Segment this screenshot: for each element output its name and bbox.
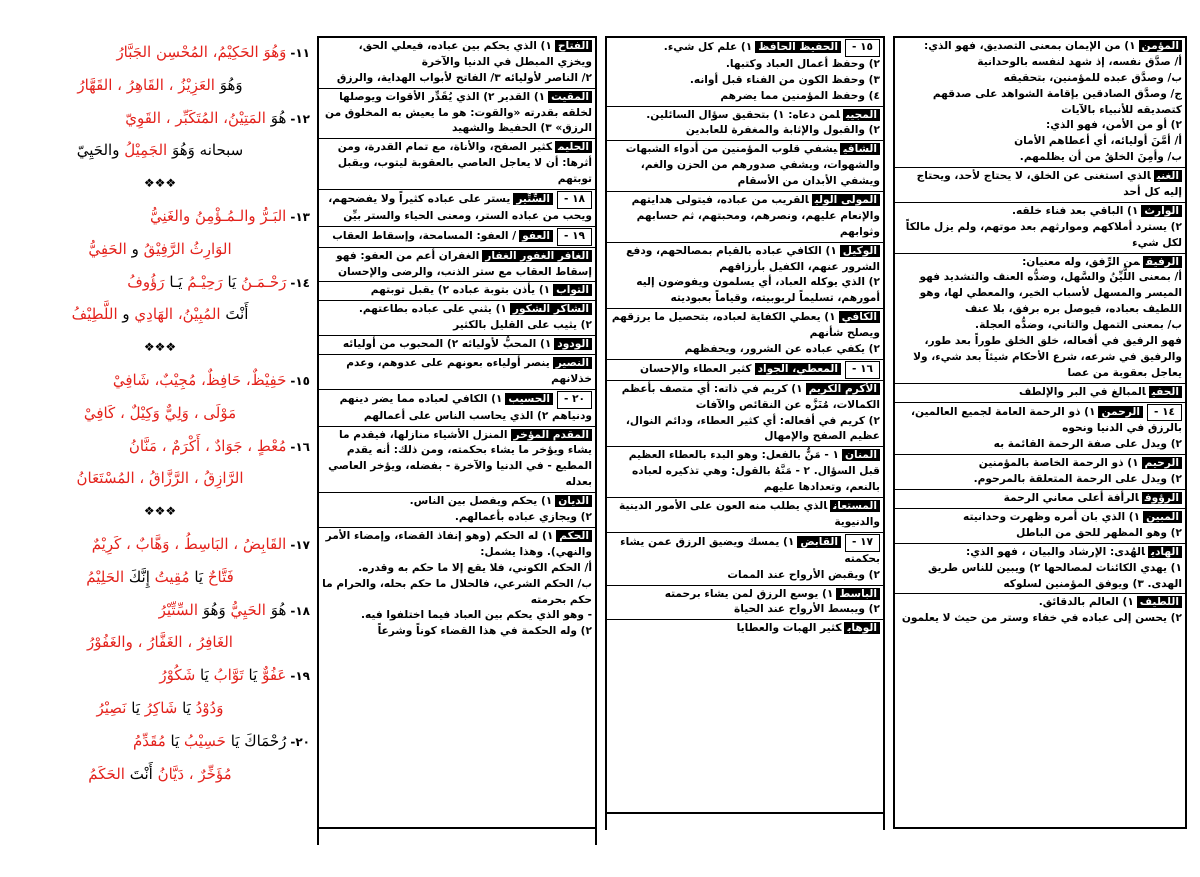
- name-entry: [319, 427, 595, 494]
- entry-line: أ/ بمعنى اللَّيِّنُ والسَّهل، وضدُّه العنف والتشديد فهو الميسر والمسهل لأسباب الخير، والمعطي لها، وهو اللطيف بعباده، فيوصل بره برفق، بلا عنف: [919, 271, 1182, 316]
- divine-name: الحَلِيْمُ: [86, 567, 125, 586]
- name-entry: [319, 301, 595, 336]
- poem-line: [10, 200, 310, 233]
- divine-name: وَدُوْدُ: [190, 698, 224, 717]
- entry-line: ٣) وحفظ الكون من الفناء قبل أوانه.: [689, 73, 880, 86]
- name-label: الحسيب: [505, 393, 553, 405]
- name-entry: [607, 498, 883, 533]
- divine-name: الوَارِثُ الرَّفِيْقُ: [138, 239, 232, 258]
- name-entry: [895, 544, 1185, 595]
- poem-line: [10, 134, 310, 167]
- divine-name: رَحْـمَـنُ: [236, 272, 287, 291]
- entry-line: ٢) ويبسط الأرواح عند الحياة: [733, 603, 880, 616]
- divine-name: مُعْطٍ ، جَوَادٌ ، أَكْرَمٌ ، مَنَّانُ: [128, 436, 287, 455]
- name-label: الأكرم الكريم: [806, 383, 880, 395]
- divine-name: مَوْلَى ، وَلِيٌّ وَكِيْلٌ ، كَافِيْ: [83, 403, 237, 422]
- name-entry: [895, 384, 1185, 403]
- name-entry: [895, 203, 1185, 254]
- name-entry: [895, 254, 1185, 384]
- divine-name: وَهُوَ الحَكِيْمُ، المُحْسِن الجَبَّارُ: [116, 43, 287, 61]
- entry-line: ج/ وصدَّق الصادقين بإقامة الشواهد على صدقهم كتصديقه للأنبياء بالآيات: [932, 87, 1182, 116]
- entry-line: ٢) ويجازي عباده بأعمالهم.: [454, 511, 592, 524]
- name-entry: [319, 355, 595, 390]
- divine-name: البَـرُّ والـمُـؤْمِنُ والغَنِيُّ: [149, 206, 287, 225]
- section-number-box: ١٤ -: [1147, 404, 1182, 422]
- entry-line: ب/ وأمِنَ الخلقُ من أن يظلمهم.: [1019, 151, 1182, 164]
- verse-text: يَا: [126, 698, 141, 717]
- verse-number: ١٦-: [290, 439, 310, 454]
- divine-name: الحَكَمُ: [88, 764, 125, 783]
- verse-text: رُحْمَاكَ: [239, 731, 287, 750]
- entry-text: / العفو: المسامحة، وإسقاط العقاب: [332, 229, 517, 242]
- entry-text: الهُدى: الإرشاد والبيان ، فهو الذي:: [965, 545, 1145, 558]
- entry-text: ١) يثني على عباده بطاعتهم.: [358, 303, 507, 316]
- name-label: الهادي: [1148, 546, 1182, 558]
- section-number-box: ٢٠ -: [557, 391, 592, 409]
- entry-text: الذي استغنى عن الخلق، لا يحتاج لأحد، ويحتاج إليه كل أحد: [916, 170, 1182, 199]
- name-label: الوهاب: [844, 622, 880, 634]
- verse-text: هُوَ: [265, 108, 287, 127]
- entry-text: ١) الكافي لعباده مما يضر دينهم ودنياهم ٢) الذي يحاسب الناس على أعمالهم: [339, 392, 592, 422]
- verse-text: وَهُوَ: [214, 75, 243, 94]
- entry-text: كثير الصفح، والأناة، مع تمام القدرة، ومن أثرها: أن لا يعاجل العاصي بالعقوبة ليتوب، ويقبل توبتهم: [337, 141, 592, 186]
- entry-text: ١) يأذن بتوبة عباده ٢) يقبل توبتهم: [370, 284, 551, 297]
- name-label: المستعان: [830, 500, 880, 512]
- poem-line: [10, 430, 310, 463]
- poem-line: [10, 594, 310, 627]
- poem-line: [10, 69, 310, 102]
- name-entry: [319, 190, 595, 227]
- divine-name: المَتِيْنُ، المُتَكَبِّر ، القَوِيّ: [125, 108, 266, 127]
- divine-name: الحَيِيُّ: [230, 600, 266, 619]
- section-number-box: ١٦ -: [845, 361, 880, 379]
- column-footer: [605, 814, 885, 830]
- name-label: الغني: [1154, 170, 1182, 182]
- poem-line: [10, 462, 310, 495]
- entry-line: ٢/ الناصر لأوليائه ٣/ الفاتح لأبواب الهداية، والرزق: [336, 71, 592, 84]
- divine-name: مُقَدِّمُ: [132, 731, 166, 750]
- name-label: المولى الولي: [812, 194, 880, 206]
- divine-name: والغَفُوْرُ: [87, 633, 133, 652]
- entry-text: ١) الذي يحكم بين عباده، فيعلي الحق، ويخزي المبطل في الدنيا والآخرة: [358, 40, 592, 68]
- divine-name: رَؤُوفُ: [127, 272, 165, 291]
- divine-name: العَزِيْزُ ، القَاهِرُ ، القَهَّارُ: [77, 75, 215, 94]
- entry-line: ٢) الذي يوكله العباد، أي يسلمون ويفوضون إليه أمورهم، تسليماً لربوبيته، وقياماً بعبوديته: [636, 276, 880, 305]
- divine-name: حَسِيْبُ: [179, 731, 226, 750]
- divine-name: حَفِيْظٌ، حَافِظٌ، مُجِيْبٌ، شَافِيْ: [112, 370, 287, 389]
- entry-line: ٢) أو من الأمن، فهو الذي:: [1046, 119, 1182, 132]
- entry-line: ب/ وصدَّق عبده للمؤمنين، بتحقيقه: [1003, 71, 1182, 84]
- verse-text: يَا: [165, 731, 180, 750]
- explanation-column-left: [317, 36, 597, 829]
- verse-text: و: [117, 305, 130, 324]
- entry-text: ١) الذي بان أمره وظهرت وحدانيته: [963, 510, 1141, 523]
- name-entry: [607, 620, 883, 638]
- name-entry: [319, 282, 595, 301]
- entry-text: ١) علم كل شيء.: [663, 41, 753, 53]
- name-entry: [607, 309, 883, 360]
- entry-line: أ/ الحكم الكوني، فلا يقع إلا ما حكم به وقدره.: [358, 561, 592, 574]
- entry-line: أ/ صدَّق نفسه، إذ شهد لنفسه بالوحدانية: [977, 55, 1182, 68]
- entry-text: ١) ذو الرحمة الخاصة بالمؤمنين: [978, 457, 1139, 470]
- section-number-box: ١٩ -: [557, 228, 592, 246]
- verse-text: سبحانه وَهُوَ: [167, 141, 244, 160]
- name-label: الرؤوف: [1142, 492, 1182, 504]
- entry-text: ١ - مَنٌّ بالفعل: وهو البدء بالعطاء العظيم قبل السؤال. ٢ - مَنَّهُ بالقول: وهي تذكيره لعباده بالنعم، وتعدادها عليهم: [628, 449, 880, 494]
- entry-text: ١) كريم في ذاته: أي متصف بأعظم الكمالات، مُنَزَّه عن النقائص والآفات: [621, 382, 880, 411]
- verse-number: ٢٠-: [290, 734, 310, 749]
- stars-divider: ❖❖❖: [143, 504, 177, 519]
- verse-text: أَنْتَ: [124, 764, 153, 783]
- divine-name: الجَمِيْلُ: [124, 141, 168, 160]
- name-entry: [607, 192, 883, 243]
- name-label: الحفيظ الحافظ: [755, 41, 841, 53]
- entry-text: المبالغ في البر والإلطف: [1018, 385, 1146, 398]
- name-entry: [607, 107, 883, 142]
- name-entry: [319, 89, 595, 140]
- name-entry: [895, 490, 1185, 509]
- entry-line: ٢) يثيب على القليل بالكثير: [453, 319, 592, 332]
- verse-number: ١١-: [290, 46, 310, 60]
- poem-line: [10, 102, 310, 135]
- name-label: العفو: [519, 230, 553, 242]
- poem-line: [10, 561, 310, 594]
- name-entry: [895, 594, 1185, 628]
- divine-name: نَصِيْرُ: [96, 698, 127, 717]
- name-label: الرحيم: [1142, 457, 1182, 469]
- entry-line: فهو الرفيق في أفعاله، خلق الخلق طوراً بعد طور، والرفيق في شرعه، شرع الأحكام شيئاً بعد شيء، ولا يعاجل بعقوبة من عصا: [913, 335, 1182, 379]
- verse-number: ١٧-: [290, 537, 310, 552]
- explanation-column-middle: [605, 36, 885, 814]
- entry-line: ب/ الحكم الشرعي، فالحلال ما حكم بحله، والحرام ما حكم بحرمته: [322, 577, 592, 606]
- entry-line: ١) يهدي الكائنات لمصالحها ٢) ويبين للناس طريق الهدى. ٣) ويوفق المؤمنين لسلوكه: [927, 561, 1182, 590]
- entry-text: القريب من عباده، فيتولى هدايتهم والإنعام عليهم، ونصرهم، ومحبتهم، ثم حسابهم وثوابهم: [631, 194, 880, 238]
- entry-text: ١) يمسك ويضيق الرزق عمن يشاء بحكمته: [620, 535, 880, 565]
- poem-line: [10, 298, 310, 331]
- divine-name: السِّتِّيْرُ: [158, 600, 199, 619]
- explanation-column-right: [893, 36, 1187, 829]
- poem-line: [10, 397, 310, 430]
- name-entry: [319, 38, 595, 89]
- column-footer: [317, 829, 597, 845]
- name-entry: [895, 168, 1185, 203]
- verse-text: يَـا: [164, 272, 183, 291]
- name-label: الباسط: [836, 588, 880, 600]
- name-label: الوكيل: [840, 245, 880, 257]
- name-label: المجيب: [843, 109, 880, 121]
- name-label: الديان: [555, 495, 592, 507]
- poem-line: [10, 659, 310, 692]
- name-entry: [319, 139, 595, 190]
- poem-line: [10, 626, 310, 659]
- divine-name: مُؤَخِّرٌ ، دَيَّانُ: [152, 764, 232, 783]
- name-entry: [319, 248, 595, 283]
- stars-divider: ❖❖❖: [143, 176, 177, 191]
- verse-text: يَا: [177, 698, 191, 717]
- name-entry: [895, 455, 1185, 490]
- poem-line: [10, 233, 310, 266]
- name-entry: [319, 528, 595, 641]
- name-entry: [895, 403, 1185, 456]
- verse-text: يَا: [243, 666, 258, 685]
- entry-line: ٢) وحفظ أعمال العباد وكتبها.: [725, 57, 880, 70]
- entry-line: ٢) ويدل على صفة الرحمة القائمة به: [993, 438, 1182, 451]
- name-entry: [319, 493, 595, 528]
- verse-text: يَا: [225, 731, 240, 750]
- name-entry: [895, 38, 1185, 168]
- entry-text: ١) من الإيمان بمعنى التصديق، فهو الذي:: [924, 40, 1136, 52]
- name-entry: [895, 509, 1185, 544]
- poem-line: [10, 725, 310, 758]
- name-label: المعطي، الجواد: [755, 363, 841, 375]
- verse-number: ١٩-: [290, 669, 310, 684]
- name-entry: [607, 360, 883, 381]
- entry-line: ٤) وحفظ المؤمنين مما يضرهم: [720, 89, 880, 102]
- divine-name: فَتَّاحٌ: [203, 567, 234, 586]
- name-label: الحليم: [555, 141, 592, 153]
- verse-text: يَا: [189, 567, 204, 586]
- verse-text: وَهُوَ: [198, 600, 231, 619]
- name-label: الحفي: [1149, 386, 1182, 398]
- entry-line: ب/ بمعنى التمهل والتاني، وضدُّه العجلة.: [975, 319, 1182, 332]
- divine-name: تَوَّابُ: [208, 666, 244, 685]
- section-number-box: ١٧ -: [845, 534, 880, 552]
- name-label: المؤمن: [1139, 40, 1182, 52]
- name-label: الشافي: [840, 143, 880, 155]
- entry-text: من الرِّفق، وله معنيان:: [1022, 255, 1140, 268]
- section-number-box: ١٨ -: [557, 191, 592, 209]
- entry-text: يستر على عباده كثيراً ولا يفضحهم، ويحب من عباده الستر، ومعنى الحياء والستر بيِّن: [328, 193, 592, 222]
- name-label: المقدم المؤخر: [511, 429, 593, 441]
- name-entry: [319, 336, 595, 355]
- poem-line: [10, 36, 310, 69]
- divine-name: عَفُوٌّ: [257, 666, 287, 685]
- entry-text: المنزل الأشياء منازلها، فيقدم ما يشاء ويؤخر ما يشاء بحكمته، ومن ذلك: أنه يقدم المطيع - في الدنيا والآخرة - بفضله، ويؤخر العاصي بعدله: [328, 428, 592, 489]
- entry-line: ٢) ويقبض الأرواح عند الممات: [727, 568, 880, 581]
- verse-number: ١٣-: [290, 209, 310, 224]
- divine-name: الحَفِيُّ: [88, 239, 127, 258]
- name-label: الحكم: [556, 530, 592, 542]
- verse-text: يَا: [195, 666, 209, 685]
- entry-text: ١) العالم بالدقائق.: [1038, 596, 1134, 609]
- entry-text: ١) يعطي الكفاية لعباده، بتحصيل ما يرزقهم ويصلح شأنهم: [611, 311, 880, 340]
- name-label: القابض: [797, 536, 841, 548]
- name-label: المبين: [1143, 511, 1182, 523]
- name-label: التواب: [553, 284, 592, 296]
- name-label: الودود: [554, 338, 592, 350]
- name-label: الوارث: [1141, 205, 1182, 217]
- entry-text: يشفي قلوب المؤمنين من أدواء الشبهات والشهوات، ويشفي صدورهم من الحزن والغم، ويشفي الأبدان من الأسقام: [625, 143, 880, 188]
- entry-line: ٢) يسترد أملاكهم وموارثهم بعد موتهم، ولم يزل مالكاً لكل شيء: [905, 220, 1182, 249]
- name-entry: [607, 381, 883, 448]
- name-entry: [607, 586, 883, 621]
- entry-text: ١) ذو الرحمة العامة لجميع العالمين، بالرزق في الدنيا ونحوه: [910, 405, 1182, 435]
- name-entry: [607, 38, 883, 107]
- poem-line: [10, 266, 310, 299]
- divine-name: رَحِيْـمُ: [182, 272, 223, 291]
- verse-text: هُوَ: [265, 600, 287, 619]
- verse-number: ١٤-: [290, 275, 310, 290]
- name-entry: [319, 390, 595, 427]
- name-label: اللطيف: [1137, 596, 1182, 608]
- divine-name: القَابِضُ ، البَاسِطُ ، وَهَّابٌ ، كَرِيْمٌ: [91, 534, 287, 553]
- entry-text: كثير الهبات والعطايا: [736, 622, 842, 635]
- entry-text: ١) المحبُّ لأوليائه ٢) المحبوب من أوليائه: [342, 338, 552, 351]
- entry-text: ١) الكافي عباده بالقيام بمصالحهم، ودفع الشرور عنهم، الكفيل بأرزاقهم: [626, 244, 880, 273]
- name-entry: [319, 227, 595, 248]
- name-label: الغافر الغفور الغفار: [482, 250, 592, 262]
- verse-text: إِنَّكَ: [124, 567, 150, 586]
- verse-text: يَا: [222, 272, 237, 291]
- poem-line: [10, 758, 310, 791]
- name-label: الشاكر الشكور: [510, 303, 592, 315]
- name-label: النصير: [553, 357, 592, 369]
- entry-text: لمن دعاه: ١) بتحقيق سؤال السائلين.: [646, 108, 840, 121]
- name-label: المقيت: [548, 91, 592, 103]
- name-entry: [607, 243, 883, 310]
- entry-text: ١) له الحكم (وهو إنفاذ القضاء، وإمضاء الأمر والنهي). وهذا يشمل:: [325, 529, 592, 558]
- verse-text: والحَيِيّ: [76, 141, 125, 160]
- name-label: الرحمن: [1098, 406, 1142, 418]
- entry-text: كثير العطاء والإحسان: [639, 362, 752, 375]
- name-label: الفتاح: [555, 40, 592, 52]
- entry-line: ٢) وله الحكمة في هذا القضاء كوناً وشرعاً: [377, 625, 592, 638]
- name-label: الكافي: [839, 311, 880, 323]
- entry-line: - وهو الذي يحكم بين العباد فيما اختلفوا فيه.: [360, 609, 592, 622]
- poem-line: [10, 364, 310, 397]
- entry-text: ١) القدير ٢) الذي يُقَدِّر الأقوات ويوصلها لخلقه بقدرته «والقوت: هو ما يعيش به المخلوق من الرزق» ٣) الحفيظ والشهيد: [325, 90, 592, 135]
- section-number-box: ١٥ -: [845, 39, 880, 57]
- poem-line: [10, 692, 310, 725]
- entry-line: ٢) يكفي عباده عن الشرور، ويحفظهم: [684, 343, 880, 356]
- poem-line: [10, 528, 310, 561]
- entry-line: ٢) والقبول والإثابة والمغفرة للعابدين: [685, 124, 880, 137]
- entry-text: الذي يطلب منه العون على الأمور الدينية والدنيوية: [619, 500, 880, 528]
- name-label: الرفيق: [1143, 256, 1182, 268]
- divine-name: شَاكِرُ: [140, 698, 178, 717]
- name-label: السِّتِّير: [513, 193, 553, 205]
- verse-text: أَنْتَ: [220, 305, 249, 324]
- verse-number: ١٥-: [290, 373, 310, 388]
- divine-name: اللَّطِيْفُ: [71, 305, 118, 324]
- entry-text: الغفران أعم من العفو: فهو إسقاط العقاب مع ستر الذنب، والرضى والإحسان: [336, 249, 592, 278]
- name-entry: [607, 447, 883, 498]
- entry-text: الرأفة أعلى معاني الرحمة: [1003, 492, 1139, 505]
- poem-column: [10, 36, 310, 790]
- name-entry: [607, 533, 883, 586]
- divine-name: الغَافِرُ ، الغَفَّارُ ،: [132, 633, 233, 652]
- entry-text: ١) يحكم ويفصل بين الناس.: [409, 495, 553, 508]
- entry-line: ٢) ويدل على الرحمة المتعلقة بالمرحوم.: [973, 473, 1182, 486]
- entry-line: ٢) يحسن إلى عباده في خفاء وستر من حيث لا يعلمون: [901, 612, 1182, 625]
- entry-text: ١) الباقي بعد فناء خلقه.: [1011, 204, 1139, 217]
- name-entry: [607, 141, 883, 192]
- divine-name: شَكُوْرُ: [159, 666, 196, 685]
- entry-line: ٢) وهو المظهر للحق من الباطل: [1016, 526, 1182, 539]
- divine-name: المُبِيْنُ، الهَادِي: [129, 305, 221, 324]
- entry-line: ٢) كريم في أفعاله: أي كثير العطاء، ودائم النوال، عظيم الصفح والإمهال: [625, 414, 880, 443]
- entry-line: أ/ أمَّنَ أوليائه، أي أعطاهم الأمان: [1014, 135, 1182, 148]
- verse-text: و: [126, 239, 139, 258]
- verse-number: ١٨-: [290, 603, 310, 618]
- verse-number: ١٢-: [290, 111, 310, 126]
- name-label: المنان: [842, 449, 880, 461]
- stars-divider: ❖❖❖: [143, 340, 177, 355]
- entry-text: ينصر أولياءه بعونهم على عدوهم، وعدم خذلانهم: [346, 357, 592, 385]
- divine-name: الرَّازِقُ ، الرَّزَّاقُ ، المُسْتَعَانُ: [76, 469, 244, 488]
- divine-name: مُقِيتُ: [149, 567, 190, 586]
- entry-text: ١) يوسع الرزق لمن يشاء برحمته: [664, 587, 834, 600]
